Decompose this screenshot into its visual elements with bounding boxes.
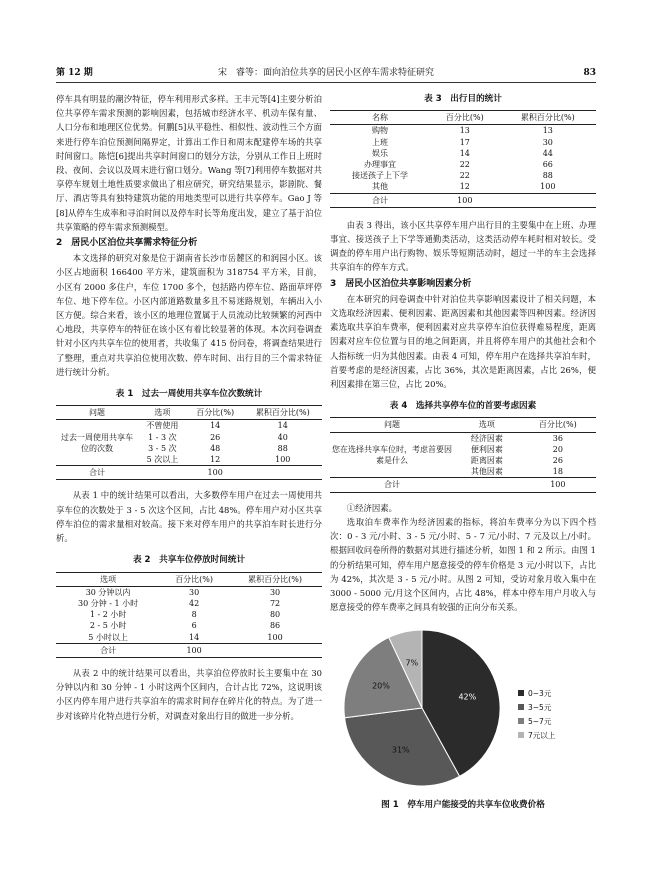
table-cell: 办理事宜 — [363, 160, 396, 170]
table-cell: 100 — [267, 632, 283, 642]
table-caption: 表 4 选择共享停车位的首要考虑因素 — [389, 401, 537, 412]
legend-swatch — [518, 718, 524, 724]
table-cell: 20 — [552, 444, 563, 454]
table-row — [330, 125, 596, 137]
issue-number: 第 12 期 — [56, 68, 93, 78]
table-cell: 距离因素 — [470, 456, 503, 466]
table-4 — [330, 417, 596, 492]
table-cell: 13 — [459, 126, 470, 136]
table-caption: 表 2 共享车位停放时间统计 — [132, 555, 246, 566]
table-question: 过去一周使用共享车位的次数 — [61, 432, 133, 453]
table-cell: 40 — [277, 432, 288, 442]
table-1 — [56, 405, 322, 480]
table-row — [56, 420, 322, 432]
table-header: 问题 — [330, 418, 454, 432]
table-cell: 30 — [269, 587, 281, 597]
table-total-row — [330, 193, 596, 207]
table-3 — [330, 110, 596, 208]
legend-label: 0~3元 — [528, 689, 552, 699]
table-total-row — [56, 643, 322, 657]
table-row — [56, 609, 322, 620]
table-cell: 5 小时以上 — [88, 632, 128, 642]
pie-slice-label: 20% — [372, 681, 390, 691]
table-cell: 18 — [552, 467, 563, 477]
paragraph: 停车具有明显的潮汐特征，停车利用形式多样。王丰元等[4]主要分析泊位共享停车需求预测的影响因素，包括城市经济水平、机动车保有量、人口分布和地理区位优势。何鹏[5]从平稳性、相似性、波动性三个方面来进行停车泊位预测间隔界定，计算出工作日和周末配建停车场的共享时间窗口。陈恺[6]提出共享时间窗口的划分方法，分别从工作日上班时段、夜间、会议以及周末进行窗口划分。Wang 等[7]利用停车数据对共享停车规划土地性质要求做出了相应研究，研究结果显示，影剧院、餐厅、酒店等具有独特建筑功能的用地类型可以进行共享停车。Gao J 等[8]从停车生成率和寻泊时间以及停车时长等角度出发，建立了基于泊位共享策略的停车需求预测模型。 — [56, 94, 322, 232]
table-cell: 3 - 5 次 — [148, 443, 177, 453]
table-header: 百分比(%) — [430, 111, 500, 125]
paragraph: 从表 1 中的统计结果可以看出，大多数停车用户在过去一周使用共享车位的次数处于 3 - 5 次这个区间，占比 48%。停车用户对小区共享停车泊位的需求量相对较高。接下来对停车用户的共享泊车时长进行分析。 — [56, 490, 322, 544]
table-header: 选项 — [56, 572, 160, 586]
table-header: 累积百分比(%) — [228, 572, 322, 586]
table-cell: 12 — [459, 182, 470, 192]
table-cell: 22 — [459, 160, 470, 170]
legend-swatch — [518, 690, 524, 696]
table-cell: 22 — [459, 171, 470, 181]
legend-label: 5~7元 — [528, 717, 552, 727]
table-question: 您在选择共享车位时，考虑首要因素是什么 — [332, 444, 452, 466]
table-row — [56, 586, 322, 598]
pie-chart-figure — [330, 622, 596, 812]
table-cell: 娱乐 — [371, 148, 388, 158]
table-caption: 表 3 出行目的统计 — [424, 94, 502, 104]
table-cell: 88 — [542, 171, 553, 181]
table-header: 累积百分比(%) — [500, 111, 596, 125]
table-header: 百分比(%) — [520, 418, 596, 432]
pie-slice-label: 42% — [458, 692, 477, 702]
table-cell: 经济因素 — [470, 433, 503, 443]
table-row — [330, 170, 596, 181]
table-row — [56, 632, 322, 644]
paragraph: 在本研究的问卷调查中针对泊位共享影响因素设计了相关问题，本文选取经济因素、便利因素、距离因素和其他因素等四种因素。经济因素选取共享泊车费率，便利因素对应共享停车泊位获得难易程度，距离因素对应车位位置与目的地之间距离，并且将停车用户的其他社会和个人指标统一归为其他因素。由表 4 可知，停车用户在选择共享泊车时，首要考虑的是经济因素，占比 36%，其次是距离因素，占比 26%，便利因素排在第三位，占比 20%。 — [330, 293, 596, 390]
figure-caption: 图 1 停车用户能接受的共享车位收费价格 — [381, 800, 545, 811]
table-cell: 48 — [210, 443, 221, 453]
table-cell: 88 — [277, 443, 288, 453]
section-heading: 2 居民小区泊位共享需求特征分析 — [56, 238, 198, 249]
table-cell: 100 — [275, 455, 291, 465]
paragraph: 选取泊车费率作为经济因素的指标，将泊车费率分为以下四个档次：0 - 3 元/小时、3 - 5 元/小时、5 - 7 元/小时、7 元及以上/小时。根据回收问卷所得的数据对其进行描述分析，如图 1 和 2 所示。由图 1 的分析结果可知，停车用户愿意接受的停车价格是 3 元/小时以下，占比为 42%，其次是 3 - 5 元/小时。从图 2 可知，受访对象月收入集中在 3000 - 5000 元/月这个区间内，占比 48%，样本中停车用户月收入与愿意接受的停车费率之间具有较强的正向分布关系。 — [330, 516, 596, 613]
table-cell: 30 分钟以内 — [85, 587, 131, 597]
table-header: 名称 — [330, 111, 430, 125]
table-2 — [56, 572, 322, 658]
table-cell: 不曾使用 — [146, 421, 179, 431]
paragraph: 由表 3 得出，该小区共享停车用户出行目的主要集中在上班、办理事宜、接送孩子上下学等通勤类活动，这类活动停车耗时相对较长。受调查的停车用户出行购物、娱乐等短期活动时，超过一半的车主会选择共享泊车的停车方式。 — [330, 219, 596, 273]
table-cell: 13 — [542, 126, 553, 136]
table-cell: 42 — [189, 598, 200, 608]
table-header: 选项 — [454, 418, 520, 432]
table-row — [330, 148, 596, 159]
table-header: 问题 — [56, 406, 138, 420]
table-row — [330, 432, 596, 444]
table-cell: 66 — [542, 160, 553, 170]
table-cell: 30 — [189, 587, 200, 597]
table-row — [56, 620, 322, 631]
table-cell: 接送孩子上下学 — [351, 171, 408, 181]
table-cell: 购物 — [371, 126, 388, 136]
table-cell: 44 — [542, 148, 553, 158]
table-cell: 14 — [210, 421, 221, 431]
table-cell: 80 — [269, 610, 281, 620]
table-row — [330, 137, 596, 148]
table-cell: 合计 — [330, 478, 454, 492]
table-cell: 2 - 5 小时 — [89, 621, 127, 631]
table-cell: 其他因素 — [470, 467, 503, 477]
table-cell: 5 次以上 — [146, 455, 179, 465]
table-header: 百分比(%) — [187, 406, 244, 420]
table-cell: 100 — [540, 182, 556, 192]
table-header: 累积百分比(%) — [244, 406, 322, 420]
table-header: 选项 — [138, 406, 187, 420]
table-cell: 100 — [430, 193, 500, 207]
legend-swatch — [518, 704, 524, 710]
table-caption: 表 1 过去一周使用共享车位次数统计 — [115, 389, 263, 400]
legend-label: 3~5元 — [528, 703, 552, 713]
table-cell: 14 — [459, 148, 470, 158]
page-header — [56, 66, 596, 83]
table-cell: 14 — [277, 421, 288, 431]
table-total-row — [330, 478, 596, 492]
legend-label: 7元以上 — [528, 731, 556, 741]
table-total-row — [56, 466, 322, 480]
table-row — [330, 181, 596, 193]
table-cell: 26 — [210, 432, 221, 442]
table-cell: 17 — [459, 137, 470, 147]
table-cell: 30 分钟 - 1 小时 — [78, 598, 139, 608]
table-cell: 其他 — [371, 182, 388, 192]
table-cell: 合计 — [56, 643, 160, 657]
table-cell: 14 — [189, 632, 200, 642]
table-cell: 1 - 2 小时 — [89, 610, 127, 620]
table-cell: 便利因素 — [470, 444, 503, 454]
paragraph: 本文选择的研究对象是位于湖南省长沙市岳麓区的和润园小区。该小区占地面积 166400 平方米，建筑面积为 318754 平方米，目前，小区有 2000 多住户，车位 1700 多个，包括路内停车位、路面草坪停车位、地下停车位。小区内部道路数量多且不易迷路规划，车辆出入小区方便。综合来看，该小区的地理位置属于人员流动比较频繁的河西中心地段，共享停车的特征在该小区有着比较显著的体现。本次问卷调查针对小区内共享车位的使用者，共收集了 415 份问卷，将调查结果进行了整理，重点对共享泊位使用次数、停车时间、出行目的三个需求特征进行统计分析。 — [56, 253, 322, 377]
legend-swatch — [518, 732, 524, 738]
table-header: 百分比(%) — [160, 572, 228, 586]
table-cell: 36 — [552, 433, 563, 443]
table-cell: 上班 — [371, 137, 388, 147]
table-cell: 6 — [191, 621, 197, 631]
table-row — [330, 159, 596, 170]
table-row — [56, 598, 322, 609]
table-cell: 100 — [160, 643, 228, 657]
paragraph: 从表 2 中的统计结果可以看出，共享泊位停放时长主要集中在 30 分钟以内和 30 分钟 - 1 小时这两个区间内，合计占比 72%，这说明该小区内停车用户进行共享泊车的需求时间存在碎片化的特点。为了进一步对该碎片化特点进行分析，对调查对象出行目的做进一步分析。 — [56, 667, 322, 721]
table-cell: 合计 — [330, 193, 430, 207]
table-cell: 100 — [187, 466, 244, 480]
table-cell: 86 — [269, 621, 281, 631]
left-column — [56, 92, 322, 723]
pie-chart — [330, 622, 596, 792]
subheading: ①经济因素。 — [346, 502, 398, 513]
table-cell: 8 — [191, 610, 197, 620]
right-column — [330, 92, 596, 813]
table-cell: 30 — [542, 137, 553, 147]
page-number: 83 — [583, 68, 596, 78]
table-cell: 合计 — [56, 466, 138, 480]
table-cell: 26 — [552, 456, 563, 466]
pie-slice-label: 7% — [405, 658, 419, 668]
table-cell: 1 - 3 次 — [148, 432, 177, 442]
table-cell: 72 — [269, 598, 281, 608]
table-cell: 12 — [210, 455, 221, 465]
pie-slice-label: 31% — [391, 746, 410, 756]
running-title: 宋 睿等：面向泊位共享的居民小区停车需求特征研究 — [217, 68, 434, 78]
section-heading: 3 居民小区泊位共享影响因素分析 — [330, 278, 472, 289]
table-cell: 100 — [520, 478, 596, 492]
